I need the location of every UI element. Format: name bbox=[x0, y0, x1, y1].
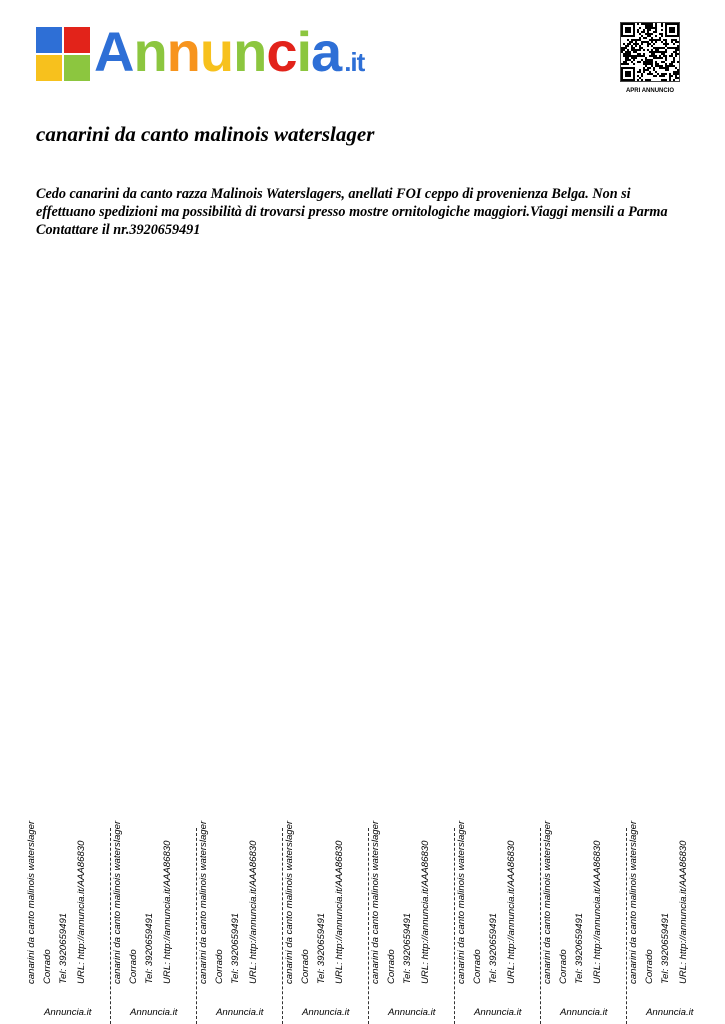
logo-tile bbox=[64, 55, 90, 81]
strip-url: URL: http://annuncia.it/AAA86830 bbox=[506, 840, 517, 984]
strip-title: canarini da canto malinois waterslager bbox=[198, 820, 209, 984]
strip-title: canarini da canto malinois waterslager bbox=[542, 820, 553, 984]
logo-letter: i bbox=[296, 20, 312, 83]
tear-off-strips bbox=[26, 820, 716, 1024]
cut-line bbox=[196, 828, 197, 1024]
strip-title: canarini da canto malinois waterslager bbox=[628, 820, 639, 984]
logo-tld: .it bbox=[344, 47, 365, 77]
strip-name: Corrado bbox=[644, 949, 655, 984]
logo-letter: n bbox=[233, 20, 267, 83]
tear-off-strip[interactable] bbox=[198, 820, 284, 1024]
strip-url: URL: http://annuncia.it/AAA86830 bbox=[76, 840, 87, 984]
annuncia-logo bbox=[36, 20, 376, 83]
strip-brand: Annuncia.it bbox=[44, 1007, 92, 1018]
tear-off-strip[interactable] bbox=[112, 820, 198, 1024]
tear-off-strip[interactable] bbox=[628, 820, 714, 1024]
logo-tile bbox=[64, 27, 90, 53]
tear-off-strip[interactable] bbox=[456, 820, 542, 1024]
strip-brand: Annuncia.it bbox=[302, 1007, 350, 1018]
ad-description bbox=[36, 185, 696, 239]
logo-letter: A bbox=[94, 20, 134, 83]
strip-brand: Annuncia.it bbox=[388, 1007, 436, 1018]
strip-tel: Tel: 3920659491 bbox=[402, 912, 413, 984]
description-line: effettuano spedizioni ma possibilità di trovarsi presso mostre ornitologiche maggiori.Viaggi mensili a Parma bbox=[36, 204, 668, 220]
qr-code-icon[interactable] bbox=[620, 22, 680, 82]
logo-letter: a bbox=[311, 20, 342, 83]
cut-line bbox=[110, 828, 111, 1024]
strip-tel: Tel: 3920659491 bbox=[574, 912, 585, 984]
strip-url: URL: http://annuncia.it/AAA86830 bbox=[592, 840, 603, 984]
strip-name: Corrado bbox=[472, 949, 483, 984]
strip-name: Corrado bbox=[558, 949, 569, 984]
strip-tel: Tel: 3920659491 bbox=[144, 912, 155, 984]
logo-letter: n bbox=[166, 20, 200, 83]
cut-line bbox=[626, 828, 627, 1024]
qr-caption: APRI ANNUNCIO bbox=[625, 88, 675, 94]
strip-url: URL: http://annuncia.it/AAA86830 bbox=[162, 840, 173, 984]
strip-name: Corrado bbox=[128, 949, 139, 984]
strip-name: Corrado bbox=[300, 949, 311, 984]
strip-brand: Annuncia.it bbox=[646, 1007, 694, 1018]
strip-url: URL: http://annuncia.it/AAA86830 bbox=[420, 840, 431, 984]
logo-tiles-icon bbox=[36, 27, 90, 81]
strip-brand: Annuncia.it bbox=[216, 1007, 264, 1018]
strip-title: canarini da canto malinois waterslager bbox=[284, 820, 295, 984]
strip-title: canarini da canto malinois waterslager bbox=[26, 820, 37, 984]
strip-url: URL: http://annuncia.it/AAA86830 bbox=[334, 840, 345, 984]
strip-brand: Annuncia.it bbox=[560, 1007, 608, 1018]
strip-url: URL: http://annuncia.it/AAA86830 bbox=[248, 840, 259, 984]
cut-line bbox=[540, 828, 541, 1024]
description-line: Contattare il nr.3920659491 bbox=[36, 222, 201, 238]
cut-line bbox=[282, 828, 283, 1024]
strip-url: URL: http://annuncia.it/AAA86830 bbox=[678, 840, 689, 984]
qr-code-block[interactable] bbox=[620, 22, 680, 94]
tear-off-strip[interactable] bbox=[26, 820, 112, 1024]
logo-brand-text bbox=[94, 20, 341, 83]
strip-title: canarini da canto malinois waterslager bbox=[112, 820, 123, 984]
logo-tile bbox=[36, 55, 62, 81]
cut-line bbox=[368, 828, 369, 1024]
tear-off-strip[interactable] bbox=[284, 820, 370, 1024]
strip-title: canarini da canto malinois waterslager bbox=[370, 820, 381, 984]
logo-letter: n bbox=[133, 20, 167, 83]
strip-tel: Tel: 3920659491 bbox=[316, 912, 327, 984]
strip-tel: Tel: 3920659491 bbox=[660, 912, 671, 984]
cut-line bbox=[454, 828, 455, 1024]
ad-title: canarini da canto malinois waterslager bbox=[36, 122, 375, 146]
strip-brand: Annuncia.it bbox=[130, 1007, 178, 1018]
description-line: Cedo canarini da canto razza Malinois Waterslagers, anellati FOI ceppo di provenienza Belga. Non si bbox=[36, 186, 631, 202]
logo-letter: c bbox=[266, 20, 297, 83]
logo-letter: u bbox=[199, 20, 234, 83]
strip-title: canarini da canto malinois waterslager bbox=[456, 820, 467, 984]
strip-name: Corrado bbox=[42, 949, 53, 984]
strip-name: Corrado bbox=[214, 949, 225, 984]
logo-wordmark bbox=[94, 17, 364, 97]
strip-tel: Tel: 3920659491 bbox=[230, 912, 241, 984]
strip-tel: Tel: 3920659491 bbox=[488, 912, 499, 984]
strip-name: Corrado bbox=[386, 949, 397, 984]
strip-tel: Tel: 3920659491 bbox=[58, 912, 69, 984]
logo-tile bbox=[36, 27, 62, 53]
strip-brand: Annuncia.it bbox=[474, 1007, 522, 1018]
tear-off-strip[interactable] bbox=[370, 820, 456, 1024]
tear-off-strip[interactable] bbox=[542, 820, 628, 1024]
